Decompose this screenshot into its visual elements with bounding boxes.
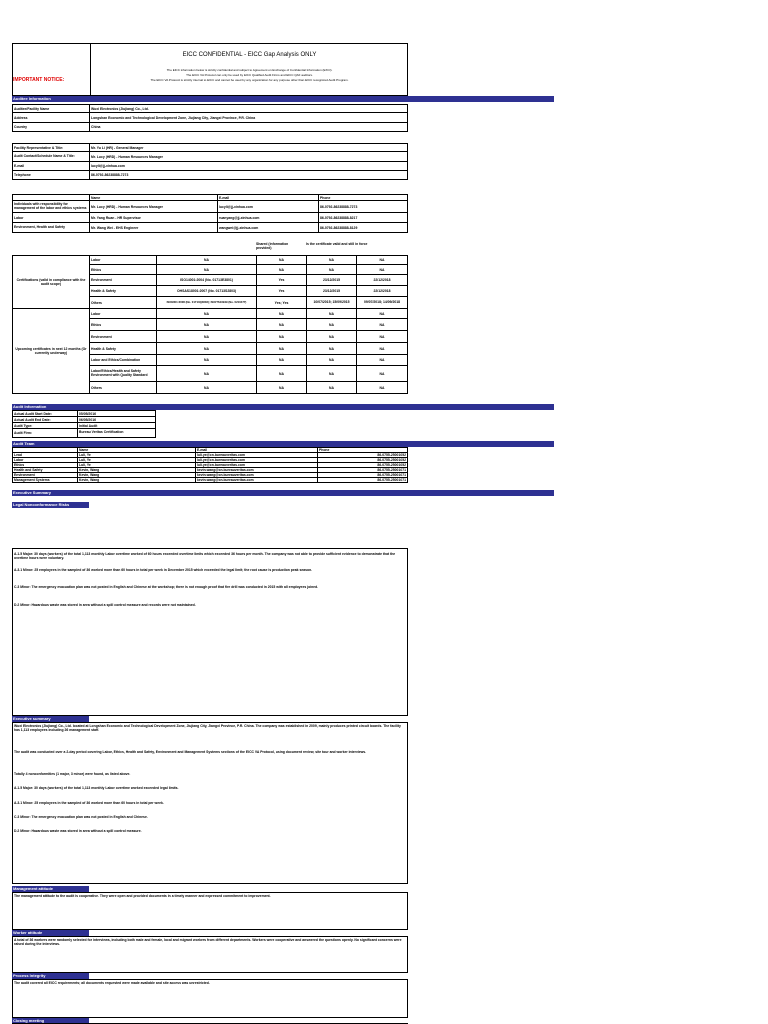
phone-cell: 86-0792-86238888-8217 bbox=[319, 213, 408, 223]
cert-type: Ethics bbox=[90, 265, 157, 275]
cert-cell: NA bbox=[357, 256, 408, 265]
field-label: Auditee/Facility Name bbox=[13, 105, 90, 113]
cert-cell: OHSAS18001:2007 (No. 01713S2803) bbox=[157, 286, 257, 297]
cert-type: Labor/Ethics/Health and Safety Environment with Quality Standard bbox=[90, 366, 157, 382]
name-cell: Mr. Lucy (HRD) - Human Resources Manager bbox=[90, 201, 218, 213]
cert-type: Health & Safety bbox=[90, 343, 157, 355]
cert-cell: NA bbox=[357, 355, 408, 366]
field-value: Longshan Economic and Technological Development Zone, Jiujiang City, Jiangxi Province, P.R. China bbox=[90, 113, 408, 123]
field-label: Audit Firm: bbox=[13, 429, 78, 438]
cert-cell: NA bbox=[157, 382, 257, 394]
field-label: Facility Representative & Title: bbox=[13, 144, 90, 152]
cert-cell: NA bbox=[257, 256, 307, 265]
cert-cell: Yes bbox=[257, 286, 307, 297]
cert-type: Labor bbox=[90, 309, 157, 319]
risk-paragraph: A.3.1 Minor: 25 employees in the sampled of 36 worked more than 60 hours in total per week in December 2015 which exceeded the legal limit; the root cause is production peak season. bbox=[14, 568, 313, 572]
email-cell: kevin.wang@cn.bureauveritas.com bbox=[196, 473, 318, 478]
field-label: Actual Audit End Date: bbox=[13, 417, 78, 423]
notice-line: The EICC VA Protocol is strictly internal to EICC and cannot be used by any organization for any purpose other than EICC recognized Audit Program. bbox=[150, 78, 349, 82]
cert-cell: NA bbox=[157, 331, 257, 343]
cert-cell: NA bbox=[257, 319, 307, 331]
section-label: Process Integrity bbox=[12, 973, 89, 979]
important-notice: IMPORTANT NOTICE: bbox=[13, 77, 65, 83]
cert-cell: NA bbox=[157, 343, 257, 355]
cert-cell: 22/12/2018 bbox=[357, 275, 408, 286]
cert-type: Environment bbox=[90, 331, 157, 343]
name-cell: Kevin, Wang bbox=[78, 468, 196, 473]
cert-type: Health & Safety bbox=[90, 286, 157, 297]
field-label: Country bbox=[13, 123, 90, 132]
audit-team-table bbox=[12, 447, 408, 483]
role-cell: Environment, Health and Safety bbox=[13, 223, 90, 233]
cert-cell: NA bbox=[257, 366, 307, 382]
section-bar bbox=[12, 490, 554, 496]
field-value: 86-0792-86238888-7273 bbox=[90, 171, 408, 180]
cert-cell: NA bbox=[307, 256, 357, 265]
phone-cell: 86-0755-25001071 bbox=[318, 468, 408, 473]
cert-cell: NA bbox=[157, 309, 257, 319]
summary-paragraph: Totally 4 nonconformities (1 major, 3 minor) were found, as listed above. bbox=[14, 772, 131, 776]
email-cell: kevin.wang@cn.bureauveritas.com bbox=[196, 478, 318, 483]
column-header: Phone bbox=[319, 195, 408, 201]
auditee-table bbox=[12, 104, 408, 132]
cert-type: Ethics bbox=[90, 319, 157, 331]
column-header: E-mail bbox=[218, 195, 319, 201]
contact-table bbox=[12, 143, 408, 180]
name-cell: Luli, Ye bbox=[78, 458, 196, 463]
email-cell: luli.ye@cn.bureauveritas.com bbox=[196, 458, 318, 463]
email-cell: luli.ye@cn.bureauveritas.com bbox=[196, 463, 318, 468]
name-cell: Luli, Ye bbox=[78, 453, 196, 458]
cert-cell: 23/12/2015 bbox=[307, 275, 357, 286]
cert-cell: NA bbox=[307, 309, 357, 319]
role-cell: Labor bbox=[13, 458, 78, 463]
summary-paragraph: D.2 Minor: Hazardous waste was stored in area without a spill control measure. bbox=[14, 829, 142, 833]
cert-cell: NA bbox=[157, 256, 257, 265]
summary-paragraph: C.3 Minor: The emergency evacuation plan was not posted in English and Chinese. bbox=[14, 815, 148, 819]
cert-group-label: Upcoming certificates in next 12 months (Or currently underway) bbox=[13, 309, 90, 394]
column-header: Phone bbox=[318, 448, 408, 453]
cert-type: Environment bbox=[90, 275, 157, 286]
field-value: Wuxi Electronics (Jiujiang) Co., Ltd. bbox=[90, 105, 408, 113]
cert-cell: NA bbox=[307, 331, 357, 343]
role-cell: Health and Safety bbox=[13, 468, 78, 473]
cert-cell: NA bbox=[357, 331, 408, 343]
column-header: Name bbox=[78, 448, 196, 453]
email-cell: lucyli@jj-xinhua.com bbox=[218, 201, 319, 213]
notice-line: The EICC VA Protocol can only be used by EICC Qualified Audit Firms and EICC QAF auditors. bbox=[186, 73, 313, 77]
role-cell: Labor bbox=[13, 213, 90, 223]
field-label: Audit Type: bbox=[13, 423, 78, 429]
cert-cell: NA bbox=[157, 319, 257, 331]
page-title: EICC CONFIDENTIAL - EICC Gap Analysis ONLY bbox=[182, 52, 317, 58]
field-label: Actual Audit Start Date: bbox=[13, 411, 78, 417]
cert-cell: NA bbox=[307, 366, 357, 382]
cert-cell: NA bbox=[157, 355, 257, 366]
column-header: E-mail bbox=[196, 448, 318, 453]
cert-type: Others bbox=[90, 297, 157, 309]
section-label: Audit Information bbox=[12, 404, 89, 410]
section-label: Auditee Information bbox=[12, 96, 89, 102]
cert-cell: NA bbox=[307, 382, 357, 394]
column-header: Name bbox=[90, 195, 218, 201]
cert-cell: ISO9001:2008 (No. 01713Q4803); ISO/TS16949 (No. 0210477) bbox=[157, 297, 257, 309]
cert-col-header: Shared (information provided) bbox=[256, 242, 289, 250]
cert-cell: 23/12/2015 bbox=[307, 286, 357, 297]
field-label: E-mail bbox=[13, 162, 90, 171]
section-label: Audit Team bbox=[12, 441, 89, 447]
cert-type: Labor and Ethics/Combination bbox=[90, 355, 157, 366]
phone-cell: 86-0792-86238888-7273 bbox=[319, 201, 408, 213]
phone-cell: 86-0755-25001052 bbox=[318, 453, 408, 458]
risks-box bbox=[12, 548, 408, 716]
field-value: 05/05/2016 bbox=[78, 411, 156, 417]
name-cell: Mr. Yang Ruan - HR Supervisor bbox=[90, 213, 218, 223]
field-value: Mr. Yu Li (HR) - General Manager bbox=[90, 144, 408, 152]
field-value: 06/05/2016 bbox=[78, 417, 156, 423]
cert-cell: NA bbox=[257, 265, 307, 275]
email-cell: luli.ye@cn.bureauveritas.com bbox=[196, 453, 318, 458]
summary-paragraph: Wuxi Electronics (Jiujiang) Co., Ltd. located at Longshan Economic and Technological Development Zone, Jiujiang City, Jiangxi Province, P.R. China. The company was established in 2009, mainly produces printed circuit boards. The facility has 1,113 employees including 26 management staff. bbox=[14, 724, 401, 733]
name-cell: Luli, Ye bbox=[78, 463, 196, 468]
cert-cell: 22/12/2018 bbox=[357, 286, 408, 297]
section-bar bbox=[12, 96, 554, 102]
cert-type: Labor bbox=[90, 256, 157, 265]
name-cell: Kevin, Wang bbox=[78, 473, 196, 478]
risk-paragraph: A.1.5 Major: 30 days (workers) of the total 1,113 monthly Labor overtime worked of 60 hours exceeded overtime limits which exceeded 36 hours per month. The company was not able to provide sufficient evidence to demonstrate that the overtime hours were voluntary. bbox=[14, 552, 396, 561]
cert-type: Others bbox=[90, 382, 157, 394]
key-contacts-table bbox=[12, 194, 408, 233]
summary-paragraph: The audit was conducted over a 2-day period covering Labor, Ethics, Health and Safety, Environment and Management Systems sections of the EICC VA Protocol, using document review, site tour and worker interviews. bbox=[14, 750, 367, 754]
certificates-table bbox=[12, 255, 408, 394]
cert-cell: NA bbox=[357, 343, 408, 355]
section-label: Worker attitude bbox=[12, 930, 89, 936]
role-cell: Ethics bbox=[13, 463, 78, 468]
section-label: Management attitude bbox=[12, 886, 89, 892]
risk-paragraph: C.3 Minor: The emergency evacuation plan was not posted in English and Chinese at the workshop; there is not enough proof that fire drill was conducted in 2015 with all employees joined. bbox=[14, 585, 319, 589]
worker-text: A total of 36 workers were randomly selected for interviews, including both male and female, local and migrant workers from different departments. Workers were cooperative and answered the questions openly. No significant concerns were raised during the interviews. bbox=[14, 938, 402, 947]
risk-paragraph: D.2 Minor: Hazardous waste was stored in area without a spill control measure and records were not maintained. bbox=[14, 603, 196, 607]
phone-cell: 86-0755-25001071 bbox=[318, 478, 408, 483]
cert-cell: NA bbox=[357, 382, 408, 394]
cert-cell: Yes; Yes bbox=[257, 297, 307, 309]
cert-cell: 10/07/2015; 15/09/2015 bbox=[307, 297, 357, 309]
cert-cell: NA bbox=[307, 355, 357, 366]
cert-cell: NA bbox=[357, 309, 408, 319]
role-cell: Lead bbox=[13, 453, 78, 458]
summary-paragraph: A.1.5 Major: 30 days (workers) of the total 1,113 monthly Labor overtime worked exceeded legal limits. bbox=[14, 786, 179, 790]
phone-cell: 86-0755-25001052 bbox=[318, 463, 408, 468]
role-cell: Individuals with responsibility for management of the labor and ethics systems bbox=[13, 201, 90, 213]
cert-cell: NA bbox=[307, 343, 357, 355]
field-value: Initial Audit bbox=[78, 423, 156, 429]
notice-line: The EICC information below is strictly confidential and subject to Agreement on Exchange of Confidential Information (EXCI). bbox=[166, 68, 333, 72]
cert-cell: NA bbox=[357, 366, 408, 382]
cert-cell: NA bbox=[307, 319, 357, 331]
email-cell: ruanyang@jj-xinhua.com bbox=[218, 213, 319, 223]
phone-cell: 86-0792-86238888-8129 bbox=[319, 223, 408, 233]
cert-cell: NA bbox=[157, 265, 257, 275]
email-cell: wangwei@jj-xinhua.com bbox=[218, 223, 319, 233]
cert-cell: NA bbox=[357, 265, 408, 275]
cert-cell: NA bbox=[157, 366, 257, 382]
cert-col-header: Is the certificate valid and still in force bbox=[306, 242, 368, 246]
email-cell: kevin.wang@cn.bureauveritas.com bbox=[196, 468, 318, 473]
subsection-label: Legal Nonconformance Risks bbox=[12, 502, 89, 508]
field-value: lucyli@jj-xinhua.com bbox=[90, 162, 408, 171]
field-value: Mr. Lucy (HRD) - Human Resources Manager bbox=[90, 152, 408, 162]
cert-cell: NA bbox=[257, 331, 307, 343]
audit-info-table bbox=[12, 410, 156, 438]
cert-cell: NA bbox=[257, 309, 307, 319]
cert-cell: NA bbox=[307, 265, 357, 275]
field-label: Address bbox=[13, 113, 90, 123]
management-text: The management attitude to the audit is cooperative. They were open and provided documents in a timely manner and expressed commitment to improvement. bbox=[14, 894, 271, 898]
cert-group-label: Certifications (valid in compliance with the audit scope) bbox=[13, 256, 90, 309]
process-text: The audit covered all EICC requirements; all documents requested were made available and site access was unrestricted. bbox=[14, 981, 210, 985]
section-label: Executive summary bbox=[12, 716, 89, 722]
field-label: Audit Contact/Schedule Name & Title: bbox=[13, 152, 90, 162]
field-value: Bureau Veritas Certification bbox=[78, 429, 156, 438]
cert-cell: NA bbox=[257, 355, 307, 366]
phone-cell: 86-0755-25001052 bbox=[318, 458, 408, 463]
cert-cell: NA bbox=[357, 319, 408, 331]
cert-cell: 09/07/2018; 14/09/2018 bbox=[357, 297, 408, 309]
name-cell: Kevin, Wang bbox=[78, 478, 196, 483]
section-label: Closing meeting bbox=[12, 1018, 89, 1024]
section-label: Executive Summary bbox=[12, 490, 89, 496]
cert-cell: ISO14001:2004 (No. 01713E3801) bbox=[157, 275, 257, 286]
cert-cell: NA bbox=[257, 382, 307, 394]
cert-cell: NA bbox=[257, 343, 307, 355]
role-cell: Environment bbox=[13, 473, 78, 478]
phone-cell: 86-0755-25001071 bbox=[318, 473, 408, 478]
cert-cell: Yes bbox=[257, 275, 307, 286]
field-label: Telephone bbox=[13, 171, 90, 180]
role-cell: Management Systems bbox=[13, 478, 78, 483]
name-cell: Mr. Wang Wei - EHS Engineer bbox=[90, 223, 218, 233]
field-value: China bbox=[90, 123, 408, 132]
summary-paragraph: A.3.1 Minor: 25 employees in the sampled of 36 worked more than 60 hours in total per week. bbox=[14, 801, 164, 805]
